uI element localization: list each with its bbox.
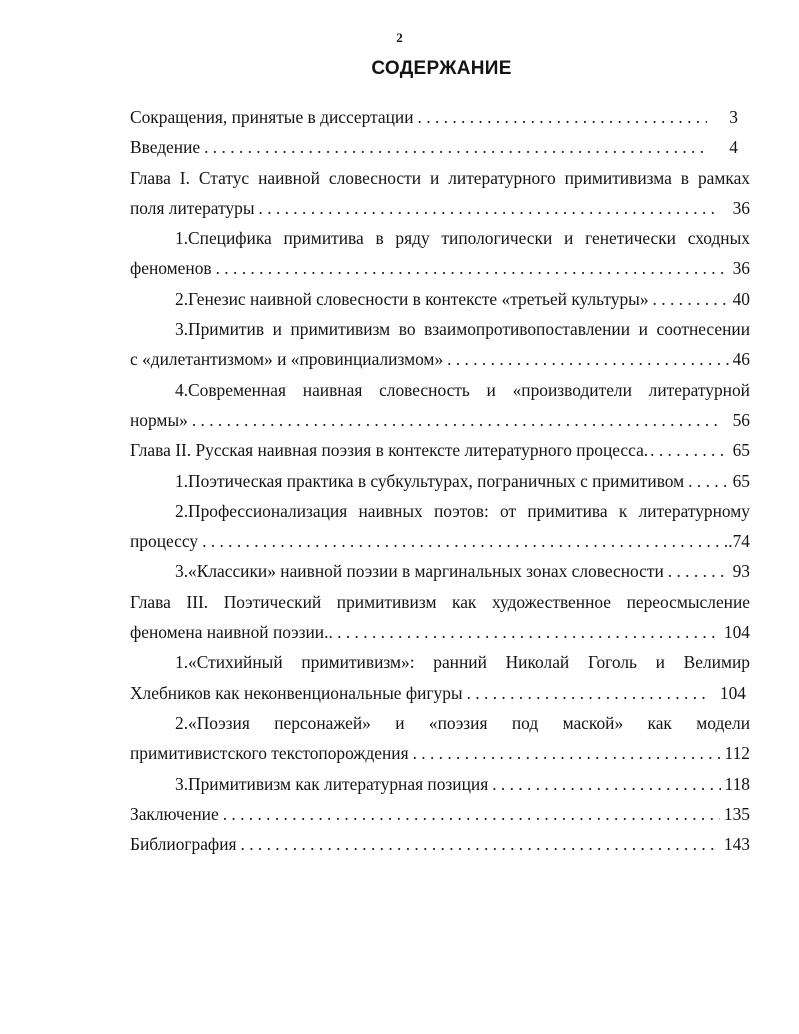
toc-section-2-1	[130, 466, 750, 496]
dot-leader	[216, 253, 729, 283]
toc-entry-text: Сокращения, принятые в диссертации	[130, 107, 414, 127]
toc-entry-text: Глава II. Русская наивная поэзия в контексте литературного процесса.	[130, 440, 649, 461]
toc-chapter-1-line-2	[130, 193, 750, 223]
toc-page-number: 104	[723, 622, 750, 643]
toc-entry-text: процессу	[130, 531, 199, 552]
toc-entry-introduction	[130, 132, 750, 162]
dot-leader	[413, 738, 721, 768]
dot-leader	[653, 284, 729, 314]
toc-section-3-2-line-1: 2.«Поэзия персонажей» и «поэзия под маской» как модели	[175, 712, 750, 733]
toc-section-2-3	[130, 556, 750, 586]
toc-entry-text: Заключение	[130, 803, 219, 824]
toc-entry-abbreviations	[130, 102, 750, 132]
dot-leader	[328, 617, 715, 647]
toc-page-number: 4	[729, 137, 738, 158]
toc-chapter-2	[130, 435, 750, 465]
toc-page-number: 143	[723, 834, 750, 855]
toc-page-number: 118	[724, 773, 750, 794]
dot-leader	[202, 526, 728, 556]
toc-section-3-1-line-2	[130, 678, 750, 708]
toc-entry-text: с «дилетантизмом» и «провинциализмом»	[130, 349, 444, 370]
toc-section-3-3	[130, 769, 750, 799]
dot-leader	[447, 344, 728, 374]
toc-entry-text: поля литературы	[130, 197, 255, 218]
toc-entry-text: феноменов	[130, 258, 212, 279]
toc-section-1-1-line-1: 1.Специфика примитива в ряду типологически и генетически сходных	[175, 228, 750, 249]
toc-page-number: 36	[732, 258, 750, 279]
toc-entry-text: 2.Генезис наивной словесности в контексте «третьей культуры»	[175, 288, 649, 309]
toc-page-number: 65	[732, 440, 750, 461]
toc-entry-text: 3.«Классики» наивной поэзии в маргинальных зонах словесности	[175, 561, 664, 582]
toc-page-number: 104	[719, 682, 746, 703]
toc-page-number: 112	[724, 743, 750, 764]
toc-entry-conclusion	[130, 799, 750, 829]
toc-section-1-4-line-2	[130, 405, 750, 435]
dot-leader	[259, 193, 717, 223]
dot-leader	[241, 829, 720, 859]
dot-leader	[204, 132, 707, 162]
toc-entry-text: Введение	[130, 137, 201, 158]
page-title: СОДЕРЖАНИЕ	[371, 58, 512, 79]
dot-leader	[192, 405, 717, 435]
toc-page-number: 65	[732, 470, 750, 491]
toc-page-number: 36	[732, 197, 750, 218]
dot-leader	[467, 678, 710, 708]
toc-entry-text: феномена наивной поэзии.	[130, 622, 329, 643]
dot-leader	[492, 769, 720, 799]
dot-leader	[688, 466, 728, 496]
toc-section-1-4-line-1: 4.Современная наивная словесность и «производители литературной	[175, 379, 750, 400]
toc-page-number: 40	[732, 288, 750, 309]
toc-entry-bibliography	[130, 829, 750, 859]
dot-leader	[668, 556, 729, 586]
toc-entry-text: примитивистского текстопорождения	[130, 743, 409, 764]
toc-entry-text: нормы»	[130, 409, 188, 430]
dot-leader	[223, 799, 720, 829]
toc-section-2-2-line-1: 2.Профессионализация наивных поэтов: от примитива к литературному	[175, 500, 750, 521]
toc-section-3-1-line-1: 1.«Стихийный примитивизм»: ранний Николай Гоголь и Велимир	[175, 652, 750, 673]
toc-entry-text: Библиография	[130, 834, 237, 855]
toc-page-number: .74	[728, 531, 750, 552]
toc-page-number: 46	[732, 349, 750, 370]
toc-section-1-3-line-1: 3.Примитив и примитивизм во взаимопротивопоставлении и соотнесении	[175, 319, 750, 340]
toc-page-number: 3	[729, 107, 738, 127]
toc-page-number: 56	[732, 409, 750, 430]
toc-chapter-3-line-2	[130, 617, 750, 647]
toc-entry-text: 1.Поэтическая практика в субкультурах, пограничных с примитивом	[175, 470, 685, 491]
toc-page-number: 93	[732, 561, 750, 582]
dot-leader	[418, 102, 708, 132]
toc-page-number: 135	[723, 803, 750, 824]
toc-section-1-3-line-2	[130, 344, 750, 374]
toc-chapter-3-line-1: Глава III. Поэтический примитивизм как художественное переосмысление	[130, 591, 750, 612]
dot-leader	[650, 435, 728, 465]
toc-section-3-2-line-2	[130, 738, 750, 768]
toc-section-1-1-line-2	[130, 253, 750, 283]
table-of-contents	[130, 102, 750, 859]
page-number: 2	[396, 30, 403, 45]
toc-entry-text: Хлебников как неконвенциональные фигуры	[130, 682, 463, 703]
toc-chapter-1-line-1: Глава I. Статус наивной словесности и литературного примитивизма в рамках	[130, 167, 750, 188]
toc-section-1-2	[130, 284, 750, 314]
toc-section-2-2-line-2	[130, 526, 750, 556]
toc-entry-text: 3.Примитивизм как литературная позиция	[175, 773, 489, 794]
